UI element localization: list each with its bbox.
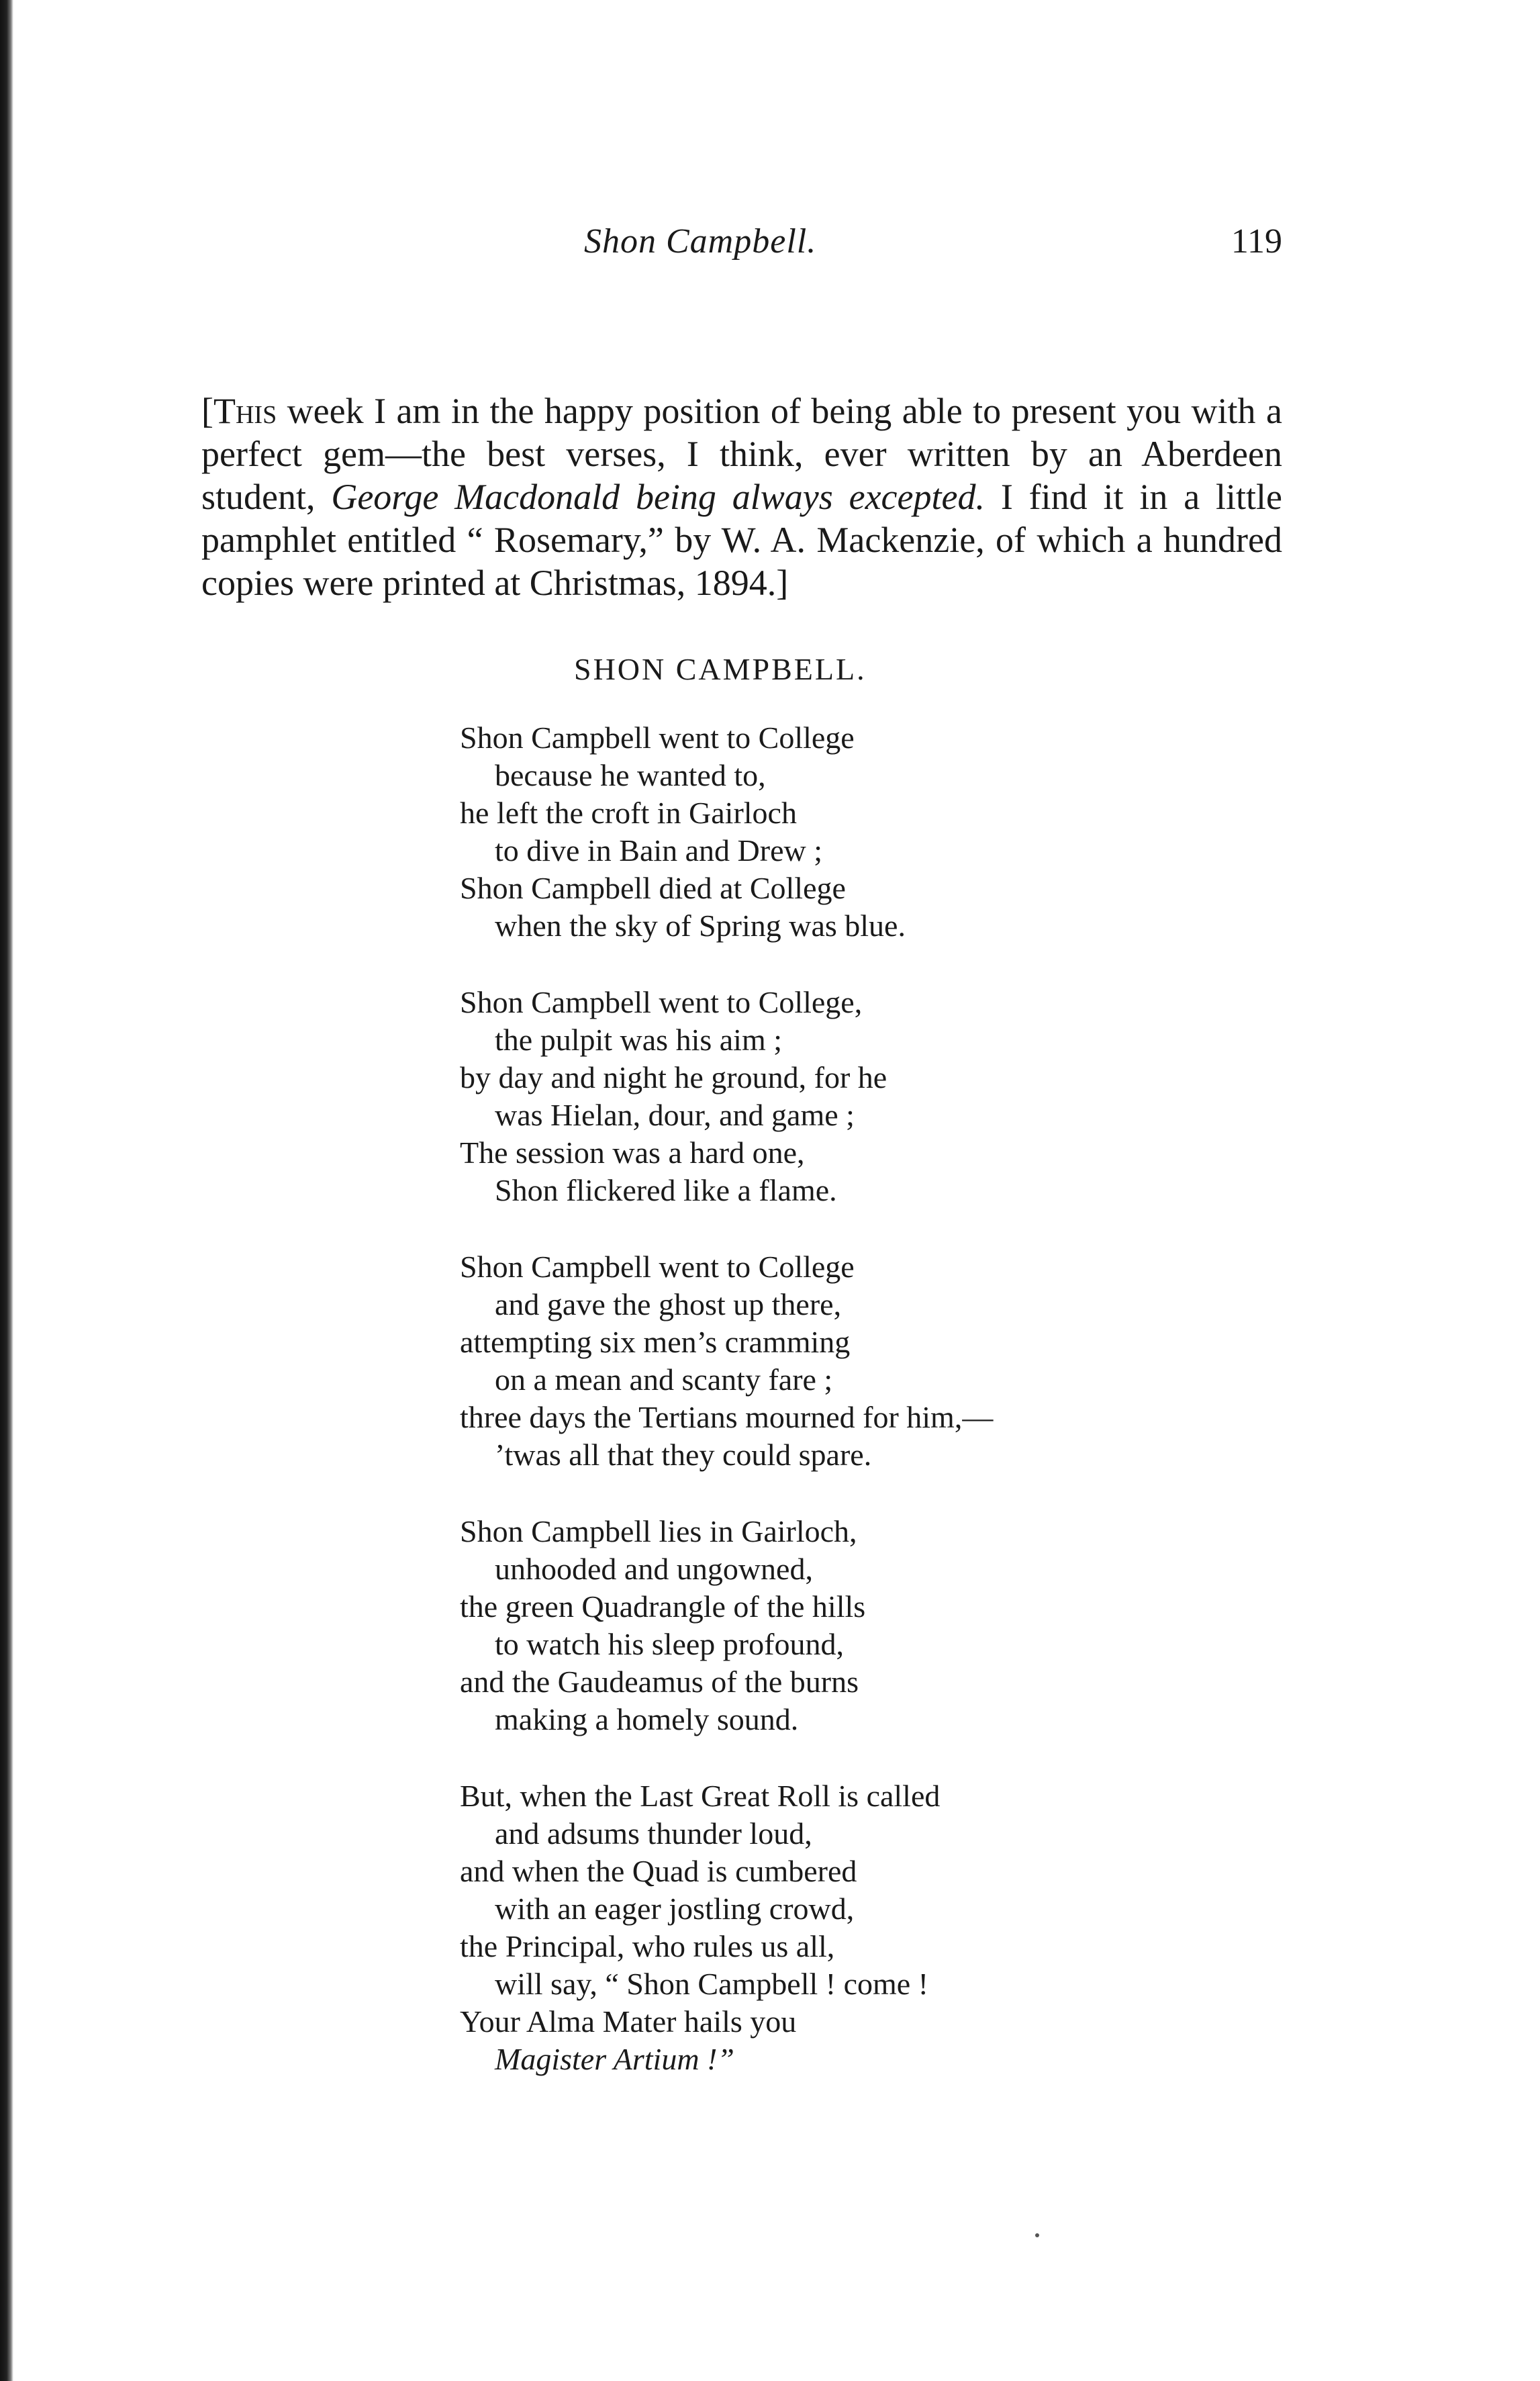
poem-line: and when the Quad is cumbered xyxy=(460,1854,857,1888)
poem-line: and adsums thunder loud, xyxy=(495,1816,812,1851)
poem-line: Magister Artium !” xyxy=(495,2042,734,2076)
poem-line: Shon flickered like a flame. xyxy=(495,1173,837,1207)
poem-line: Your Alma Mater hails you xyxy=(460,2004,797,2039)
poem-line: But, when the Last Great Roll is called xyxy=(460,1779,941,1813)
stanza-5 xyxy=(460,1777,1333,2078)
poem-line: unhooded and ungowned, xyxy=(495,1552,813,1586)
poem-line: Shon Campbell lies in Gairloch, xyxy=(460,1514,857,1548)
intro-open-bracket: [ xyxy=(201,391,213,431)
book-page xyxy=(201,222,1282,2117)
stanza-3 xyxy=(460,1248,1333,1474)
poem-line: Shon Campbell died at College xyxy=(460,871,846,905)
stanza-1 xyxy=(460,719,1333,945)
stanza-2 xyxy=(460,984,1333,1209)
poem-line: Shon Campbell went to College, xyxy=(460,985,863,1019)
poem-line: making a homely sound. xyxy=(495,1702,799,1736)
poem-line: will say, “ Shon Campbell ! come ! xyxy=(495,1967,928,2001)
poem-line: with an eager jostling crowd, xyxy=(495,1892,855,1926)
poem-line: on a mean and scanty fare ; xyxy=(495,1362,833,1397)
poem-line: Shon Campbell went to College xyxy=(460,720,855,755)
poem-line: The session was a hard one, xyxy=(460,1135,805,1170)
running-head xyxy=(201,222,1282,275)
poem-line: ’twas all that they could spare. xyxy=(495,1438,872,1472)
stanza-4 xyxy=(460,1513,1333,1738)
poem-line: when the sky of Spring was blue. xyxy=(495,908,906,943)
intro-paragraph xyxy=(201,389,1282,604)
page-number: 119 xyxy=(1231,222,1282,261)
print-speck xyxy=(1035,2233,1039,2237)
poem-title: SHON CAMPBELL. xyxy=(574,652,867,686)
intro-text-a: week I am in the happy position of being able to present you with a perfect gem—the best verses, I think, ever written by an Aberdeen student, xyxy=(201,391,1282,517)
running-title: Shon Campbell. xyxy=(584,222,817,261)
intro-text-b: I find it in a little pamphlet entitled “ Rosemary,” by W. A. Mackenzie, of which a hundred copies were printed at Christmas, 1894.] xyxy=(201,477,1282,603)
poem-line: was Hielan, dour, and game ; xyxy=(495,1098,855,1132)
poem-line: the Principal, who rules us all, xyxy=(460,1929,835,1963)
poem-line: three days the Tertians mourned for him,— xyxy=(460,1400,994,1434)
poem-line: because he wanted to, xyxy=(495,758,766,792)
poem-line: by day and night he ground, for he xyxy=(460,1060,887,1094)
poem-line: the pulpit was his aim ; xyxy=(495,1023,783,1057)
poem xyxy=(460,719,1333,2078)
poem-line: to dive in Bain and Drew ; xyxy=(495,833,823,868)
intro-italic-a: George Macdonald being always excepted. xyxy=(331,477,985,517)
poem-line: the green Quadrangle of the hills xyxy=(460,1589,866,1624)
binding-edge xyxy=(0,0,13,2381)
poem-line: he left the croft in Gairloch xyxy=(460,796,797,830)
poem-line: attempting six men’s cramming xyxy=(460,1325,851,1359)
intro-lead-word: This xyxy=(213,391,277,431)
poem-line: to watch his sleep profound, xyxy=(495,1627,844,1661)
poem-line: and gave the ghost up there, xyxy=(495,1287,842,1321)
poem-line: and the Gaudeamus of the burns xyxy=(460,1665,859,1699)
poem-line: Shon Campbell went to College xyxy=(460,1250,855,1284)
